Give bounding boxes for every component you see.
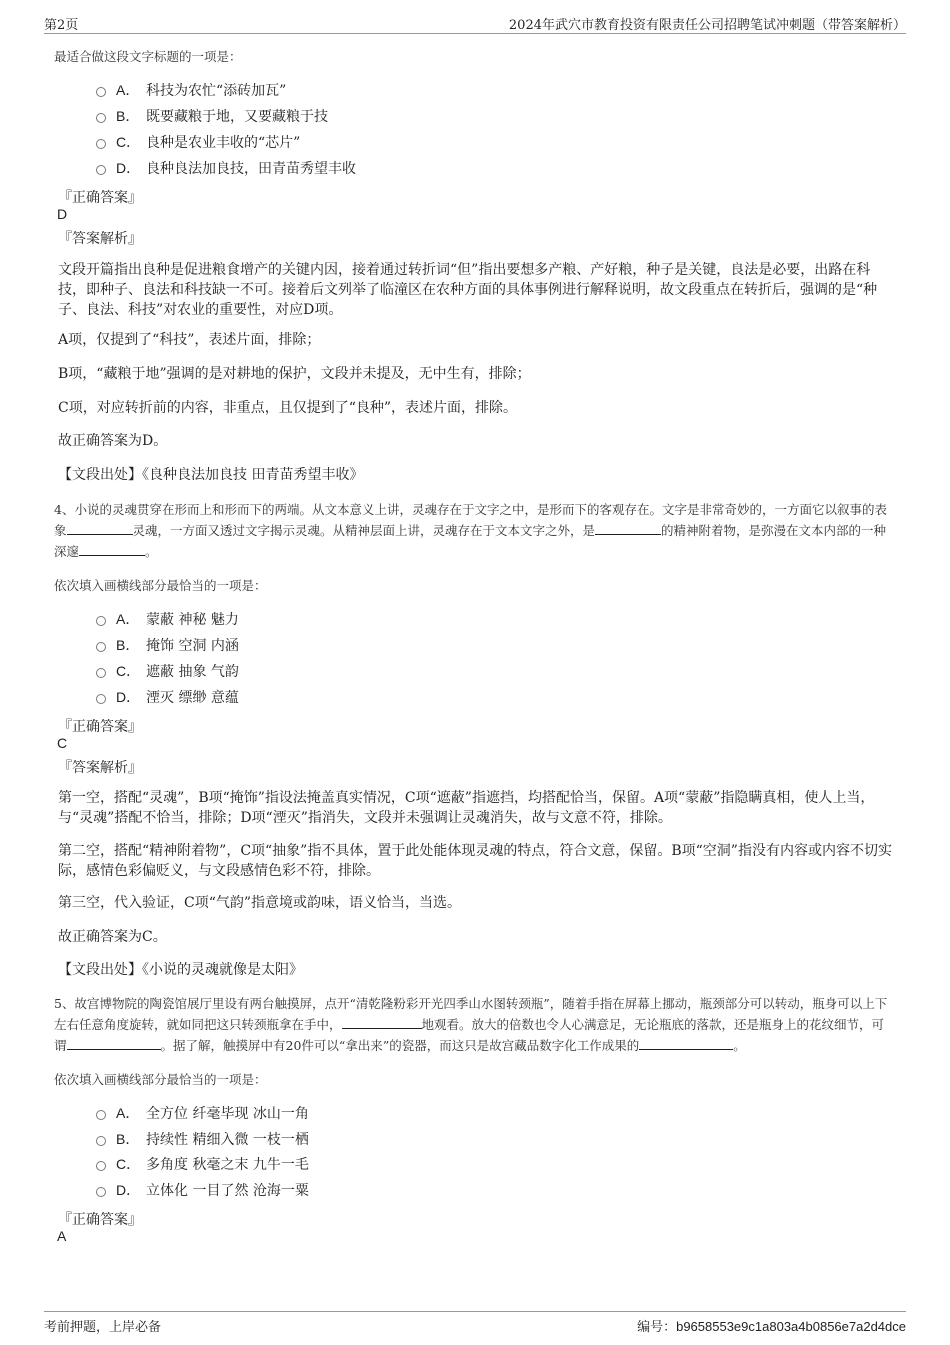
page-footer: [44, 1311, 906, 1335]
q3-option-d[interactable]: D． 良种良法加良技，田青苗秀望丰收: [96, 158, 356, 178]
radio-icon[interactable]: [96, 139, 106, 149]
radio-icon[interactable]: [96, 642, 106, 652]
q4-option-b[interactable]: B． 掩饰 空洞 内涵: [96, 635, 239, 655]
q5-answer-label: 『正确答案』: [58, 1212, 142, 1228]
q4-analysis-second: 第二空，搭配“精神附着物”，C项“抽象”指不具体，置于此处能体现灵魂的特点，符合文意，保留。B项“空洞”指没有内容或内容不切实际，感情色彩偏贬义，与文段感情色彩不符，排除。: [58, 843, 892, 879]
q5-option-b[interactable]: B． 持续性 精细入微 一枝一栖: [96, 1129, 309, 1149]
q5-answer: A: [57, 1228, 67, 1244]
q4-option-c[interactable]: C． 遮蔽 抽象 气韵: [96, 661, 239, 681]
blank-line: [67, 1037, 161, 1050]
q4-option-a[interactable]: A． 蒙蔽 神秘 魅力: [96, 609, 239, 629]
radio-icon[interactable]: [96, 1161, 106, 1171]
radio-icon[interactable]: [96, 113, 106, 123]
radio-icon[interactable]: [96, 668, 106, 678]
document-title: 2024年武穴市教育投资有限责任公司招聘笔试冲刺题（带答案解析）: [508, 18, 906, 33]
blank-line: [342, 1016, 422, 1029]
q3-analysis-label: 『答案解析』: [58, 231, 142, 247]
q4-option-d[interactable]: D． 湮灭 缥缈 意蕴: [96, 687, 239, 707]
radio-icon[interactable]: [96, 87, 106, 97]
radio-icon[interactable]: [96, 1187, 106, 1197]
q3-conclusion: 故正确答案为D。: [58, 433, 168, 449]
q3-analysis-main: 文段开篇指出良种是促进粮食增产的关键内因，接着通过转折词“但”指出要想多产粮、产好粮，种子是关键，良法是必要，出路在科技，即种子、良法和科技缺一不可。接着后文列举了临潼区在农种方面的具体事例进行解释说明，故文段重点在转折后，强调的是“种子、良法、科技”对农业的重要性，对应D项。: [58, 262, 878, 318]
radio-icon[interactable]: [96, 1110, 106, 1120]
q3-option-c[interactable]: C． 良种是农业丰收的“芯片”: [96, 132, 300, 152]
q3-answer-label: 『正确答案』: [58, 190, 142, 206]
q4-conclusion: 故正确答案为C。: [58, 929, 167, 945]
radio-icon[interactable]: [96, 165, 106, 175]
blank-line: [79, 543, 145, 556]
page-header: [44, 12, 906, 34]
blank-line: [639, 1037, 733, 1050]
q3-analysis-a: A项，仅提到了“科技”，表述片面，排除；: [58, 332, 321, 348]
q4-analysis-third: 第三空，代入验证，C项“气韵”指意境或韵味，语义恰当，当选。: [58, 895, 462, 911]
q5-option-c[interactable]: C． 多角度 秋毫之末 九牛一毛: [96, 1154, 309, 1174]
radio-icon[interactable]: [96, 616, 106, 626]
q4-prompt: 依次填入画横线部分最恰当的一项是：: [54, 578, 267, 593]
q4-answer-label: 『正确答案』: [58, 719, 142, 735]
q4-source: 【文段出处】《小说的灵魂就像是太阳》: [58, 962, 303, 978]
q3-option-a[interactable]: A． 科技为农忙“添砖加瓦”: [96, 80, 286, 100]
q5-stem: 5、故宫博物院的陶瓷馆展厅里设有两台触摸屏，点开“清乾隆粉彩开光四季山水图转颈瓶”，随着手指在屏幕上挪动，瓶颈部分可以转动，瓶身可以上下左右任意角度旋转，就如同把这只转颈瓶拿在手中， 地观看。放大的倍数也令人心满意足，无论瓶底的落款，还是瓶身上的花纹细节，可谓 。据了解，触摸屏中有20件可以“拿出来”的瓷器，而这只是故宫藏品数字化工作成果的 。: [54, 996, 888, 1053]
q3-answer: D: [57, 206, 68, 222]
q3-option-b[interactable]: B． 既要藏粮于地，又要藏粮于技: [96, 106, 328, 126]
q5-option-a[interactable]: A． 全方位 纤毫毕现 冰山一角: [96, 1103, 309, 1123]
q5-option-d[interactable]: D． 立体化 一目了然 沧海一粟: [96, 1180, 309, 1200]
footer-slogan: 考前押题，上岸必备: [44, 1320, 162, 1335]
q3-analysis-b: B项，“藏粮于地”强调的是对耕地的保护，文段并未提及，无中生有，排除；: [58, 366, 531, 382]
q3-prompt: 最适合做这段文字标题的一项是：: [54, 49, 242, 64]
q4-analysis-label: 『答案解析』: [58, 760, 142, 776]
radio-icon[interactable]: [96, 694, 106, 704]
q3-analysis-c: C项，对应转折前的内容，非重点，且仅提到了“良种”，表述片面，排除。: [58, 400, 518, 416]
blank-line: [67, 522, 133, 535]
page-number: 第2页: [44, 18, 79, 33]
radio-icon[interactable]: [96, 1136, 106, 1146]
document-code: 编号：b9658553e9c1a803a4b0856e7a2d4dce: [637, 1319, 906, 1335]
q4-analysis-first: 第一空，搭配“灵魂”，B项“掩饰”指设法掩盖真实情况，C项“遮蔽”指遮挡，均搭配恰当，保留。A项“蒙蔽”指隐瞒真相，使人上当，与“灵魂”搭配不恰当，排除；D项“湮灭”指消失，文段并未强调让灵魂消失，故与文意不符，排除。: [58, 790, 875, 826]
q5-prompt: 依次填入画横线部分最恰当的一项是：: [54, 1072, 267, 1087]
q4-answer: C: [57, 735, 68, 751]
q4-stem: 4、小说的灵魂贯穿在形而上和形而下的两端。从文本意义上讲，灵魂存在于文字之中，是形而下的客观存在。文字是非常奇妙的，一方面它以叙事的表象 灵魂，一方面又透过文字揭示灵魂。从精神层面上讲，灵魂存在于文本文字之外，是 的精神附着物，是弥漫在文本内部的一种深邃 。: [54, 502, 887, 559]
blank-line: [595, 522, 661, 535]
q3-source: 【文段出处】《良种良法加良技 田青苗秀望丰收》: [58, 467, 364, 483]
